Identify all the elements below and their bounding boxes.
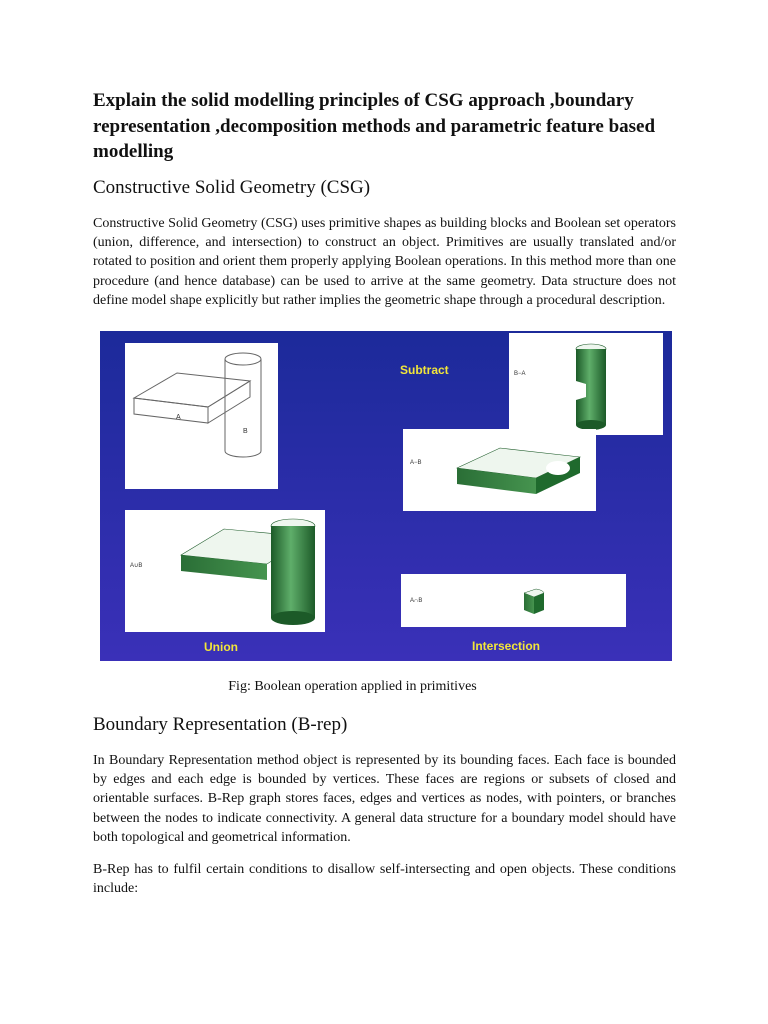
panel-a-minus-b: [403, 429, 596, 511]
label-a-union-b: A∪B: [130, 562, 143, 569]
panel-primitives: [125, 343, 278, 489]
figure-caption: [93, 679, 676, 695]
brep-heading: Boundary Representation (B-rep): [93, 713, 348, 735]
csg-heading: Constructive Solid Geometry (CSG): [93, 176, 371, 198]
question-title: Explain the solid modelling principles of CSG approach ,boundary representation ,decomposition methods and parametric feature based modelling: [93, 90, 656, 162]
label-b-minus-a: B−A: [514, 370, 526, 377]
panel-a-intersect-b: [401, 574, 626, 627]
label-cyl-b: B: [243, 427, 248, 435]
label-box-a: A: [176, 413, 181, 421]
panel-a-union-b: [125, 510, 325, 632]
label-subtract: Subtract: [400, 362, 449, 377]
document-page: [93, 88, 676, 910]
boolean-operations-figure: [100, 331, 672, 661]
label-a-minus-b: A−B: [410, 459, 422, 466]
boolean-figure-svg: [100, 331, 672, 661]
label-intersection: Intersection: [472, 638, 541, 653]
label-union: Union: [204, 639, 238, 654]
brep-paragraph-1: In Boundary Representation method object is represented by its bounding faces. Each face is bounded by edges and each edge is bounded by vertices. These faces are regions or subsets of closed and orientable surfaces. B-Rep graph stores faces, edges and vertices as nodes, with pointers, or branches between the nodes to indicate connectivity. A general data structure for a boundary model should have both topological and geometrical information.: [93, 752, 676, 846]
figure-caption-text: Fig: Boolean operation applied in primitives: [228, 678, 477, 694]
label-a-intersect-b: A∩B: [410, 597, 423, 604]
csg-paragraph: Constructive Solid Geometry (CSG) uses primitive shapes as building blocks and Boolean set operators (union, difference, and intersection) to construct an object. Primitives are usually translated and/or rotated to position and orient them properly applying Boolean operations. In this method more than one procedure (and hence database) can be used to arrive at the same geometry. Data structure does not define model shape explicitly but rather implies the geometric shape through a procedural description.: [93, 215, 676, 309]
panel-b-minus-a: [509, 333, 663, 435]
brep-paragraph-2: B-Rep has to fulfil certain conditions to disallow self-intersecting and open objects. These conditions include:: [93, 861, 676, 896]
